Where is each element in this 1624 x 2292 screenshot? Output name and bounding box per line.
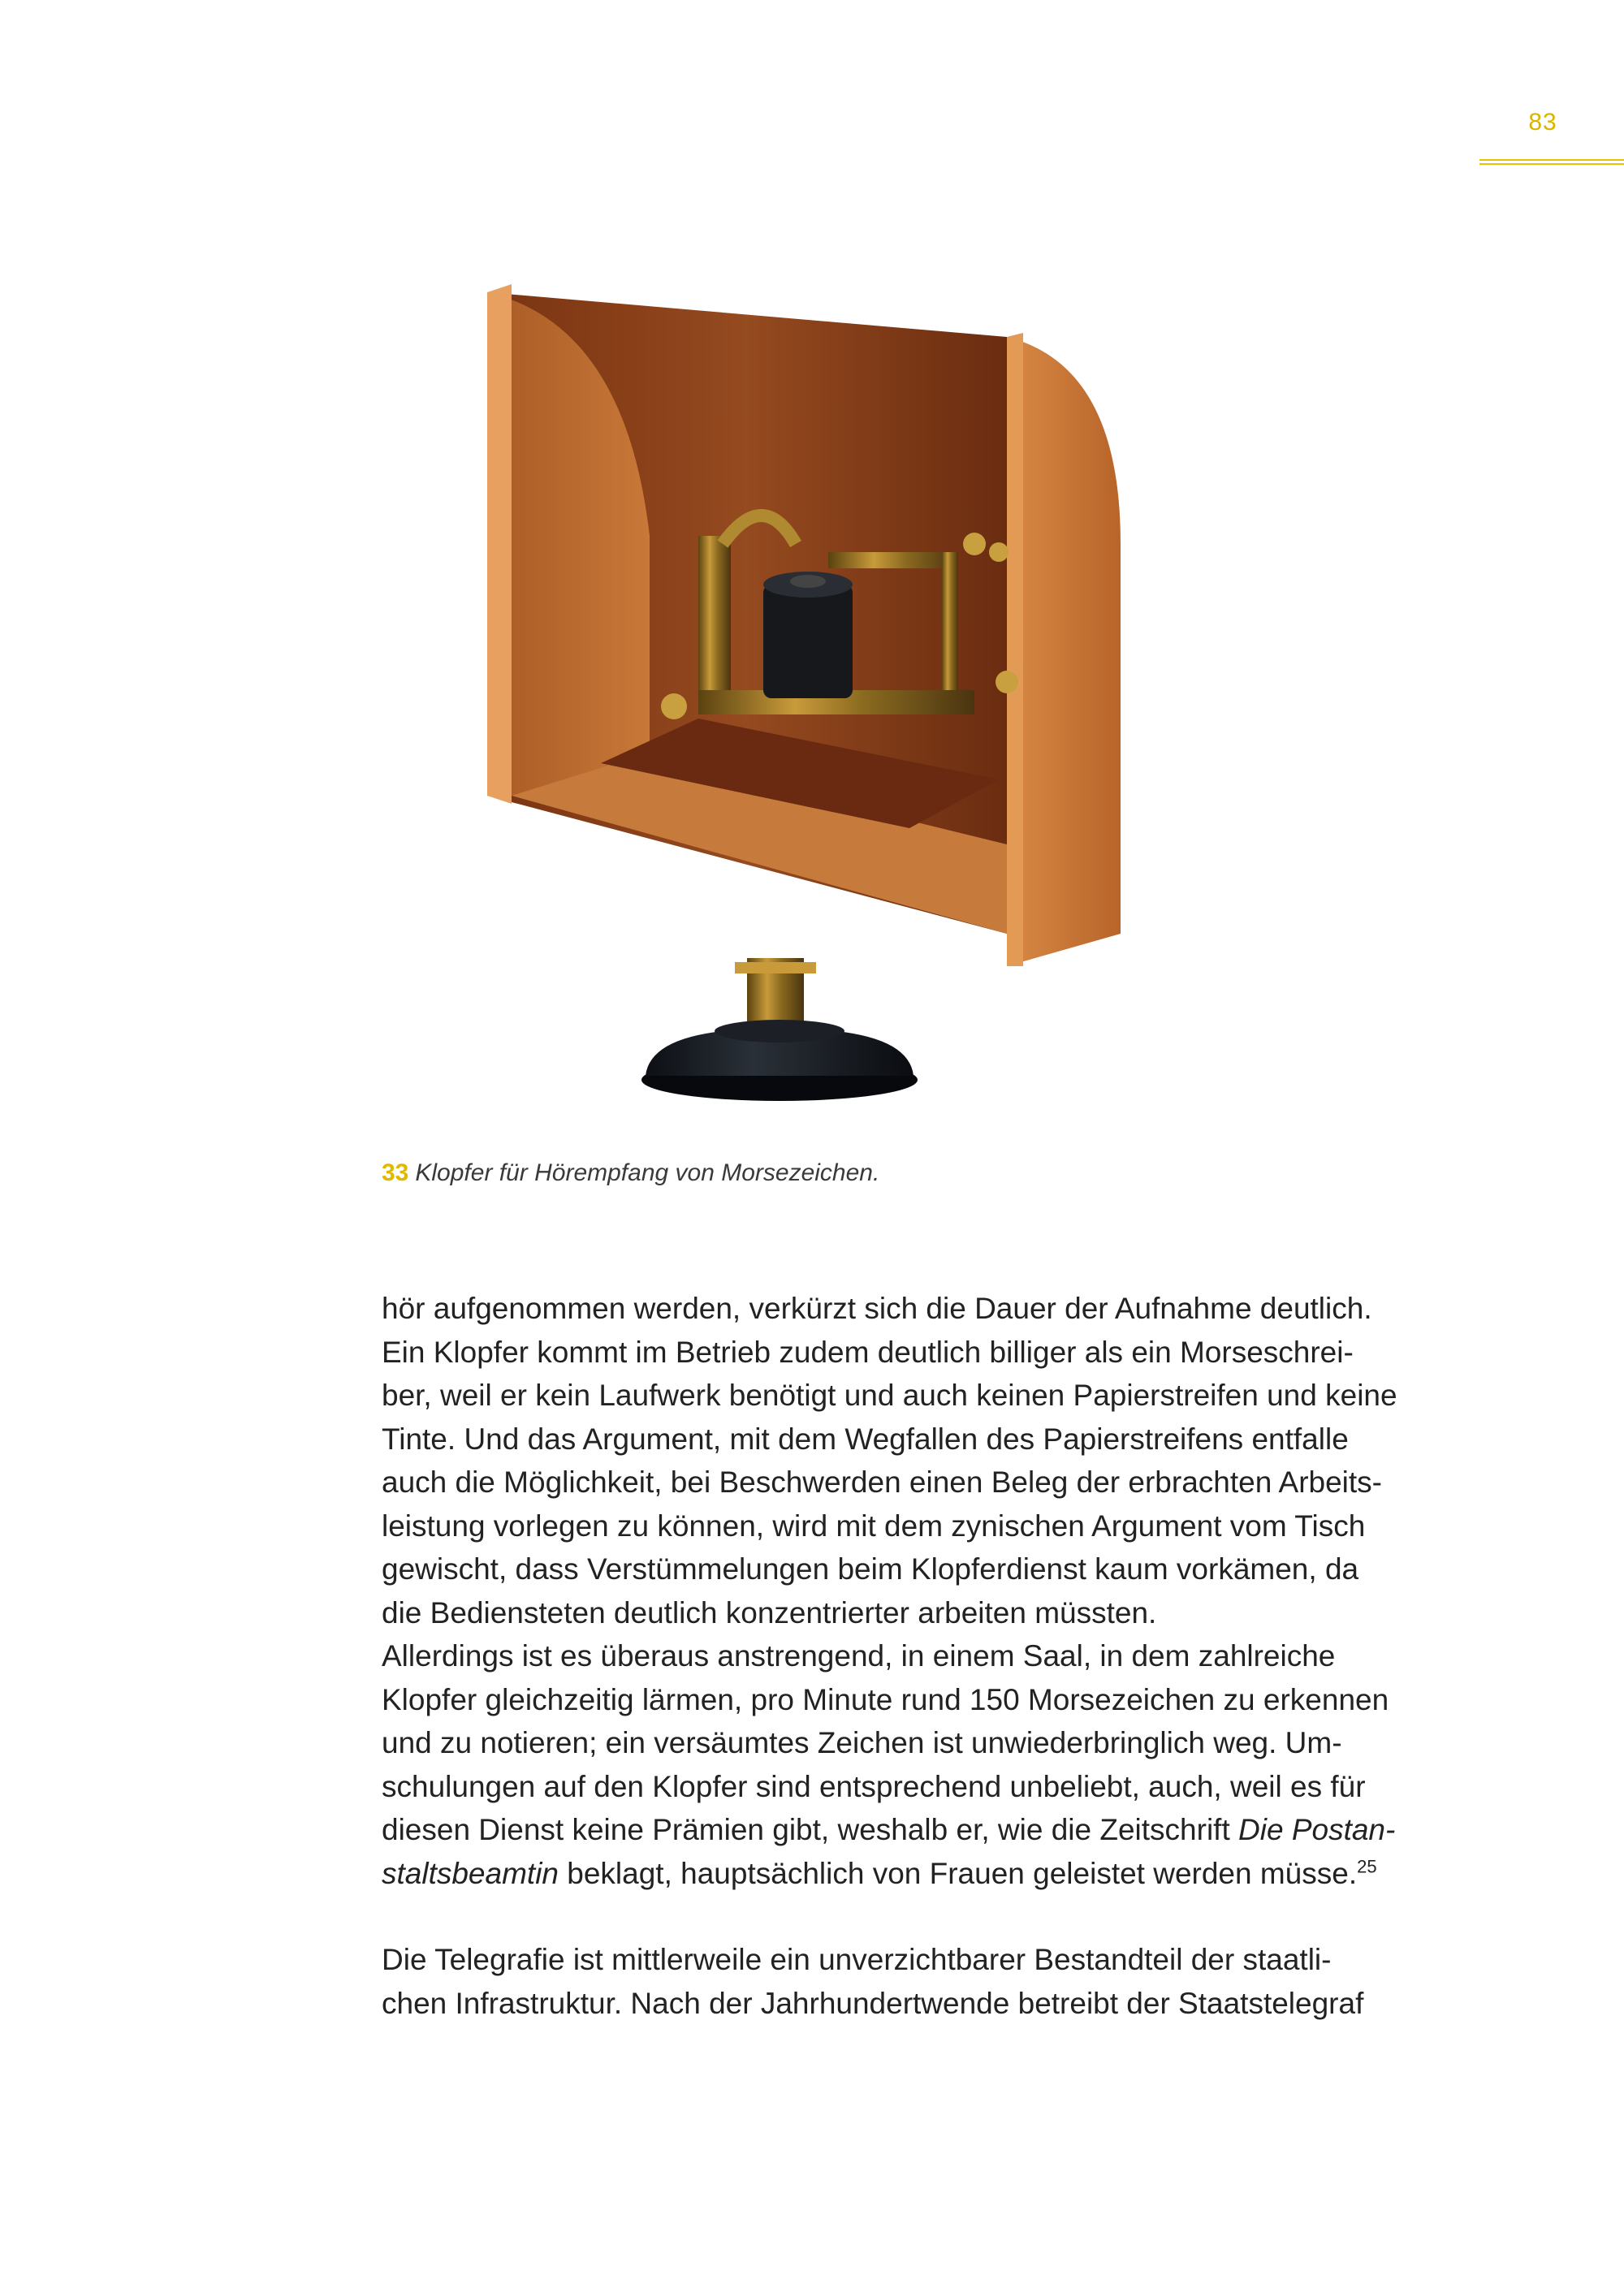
text-line: beklagt, hauptsächlich von Frauen geleistet werden müsse. xyxy=(559,1856,1358,1890)
figure-image xyxy=(455,276,1129,1104)
text-line: hör aufgenommen werden, verkürzt sich die Dauer der Aufnahme deutlich. xyxy=(382,1292,1372,1325)
journal-title: Die Postan- xyxy=(1238,1813,1396,1846)
text-line: chen Infrastruktur. Nach der Jahrhundertwende betreibt der Staatstelegraf xyxy=(382,1986,1364,2020)
footnote-reference[interactable]: 25 xyxy=(1357,1856,1377,1877)
text-line: die Bediensteten deutlich konzentrierter arbeiten müssten. xyxy=(382,1595,1157,1629)
text-line: Ein Klopfer kommt im Betrieb zudem deutlich billiger als ein Morseschrei- xyxy=(382,1335,1354,1369)
figure-number: 33 xyxy=(382,1159,409,1186)
page-number: 83 xyxy=(1528,109,1557,136)
journal-title: staltsbeamtin xyxy=(382,1856,559,1890)
text-line: Allerdings ist es überaus anstrengend, in einem Saal, in dem zahlreiche xyxy=(382,1639,1336,1673)
text-line: gewischt, dass Verstümmelungen beim Klopferdienst kaum vorkämen, da xyxy=(382,1552,1359,1586)
text-line: leistung vorlegen zu können, wird mit dem zynischen Argument vom Tisch xyxy=(382,1509,1366,1543)
text-line: und zu notieren; ein versäumtes Zeichen ist unwiederbringlich weg. Um- xyxy=(382,1726,1342,1759)
text-line: ber, weil er kein Laufwerk benötigt und auch keinen Papierstreifen und keine xyxy=(382,1379,1397,1412)
text-line: diesen Dienst keine Prämien gibt, weshalb er, wie die Zeitschrift xyxy=(382,1813,1239,1846)
text-line: Klopfer gleichzeitig lärmen, pro Minute rund 150 Morsezeichen zu erkennen xyxy=(382,1682,1389,1716)
paragraph-3 xyxy=(382,1938,1462,2025)
page-number-rule xyxy=(1479,159,1624,165)
paragraph-2 xyxy=(382,1634,1462,1895)
text-line: schulungen auf den Klopfer sind entsprechend unbeliebt, auch, weil es für xyxy=(382,1769,1366,1803)
text-line: Die Telegrafie ist mittlerweile ein unverzichtbarer Bestandteil der staatli- xyxy=(382,1943,1332,1976)
figure-caption xyxy=(382,1157,1437,1189)
text-line: Tinte. Und das Argument, mit dem Wegfallen des Papierstreifens entfalle xyxy=(382,1422,1349,1456)
body-text xyxy=(382,1287,1462,2025)
figure-caption-text: Klopfer für Hörempfang von Morsezeichen. xyxy=(415,1159,880,1186)
paragraph-1 xyxy=(382,1287,1462,1634)
telegraph-sounder-illustration xyxy=(455,276,1129,1104)
text-line: auch die Möglichkeit, bei Beschwerden einen Beleg der erbrachten Arbeits- xyxy=(382,1465,1383,1499)
